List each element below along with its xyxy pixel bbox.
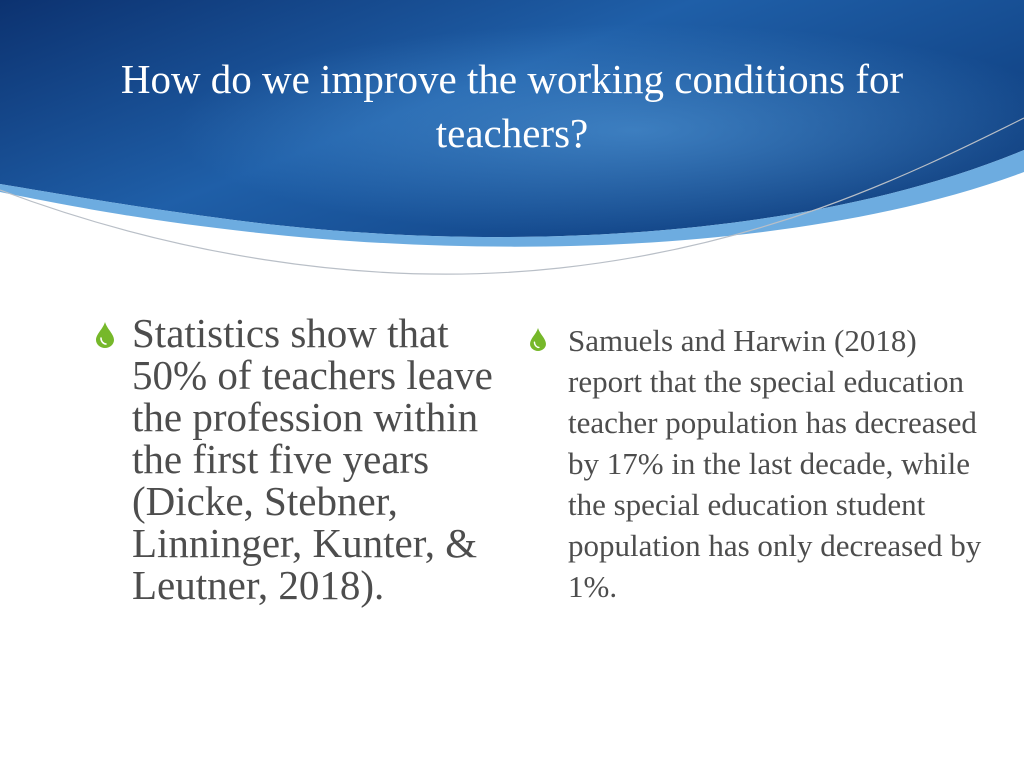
- bullet-text: Samuels and Harwin (2018) report that the special education teacher population has decreased by 17% in the last decade, while the special education student population has only decreased by 1%.: [568, 323, 982, 604]
- bullet-item: [96, 312, 516, 606]
- leaf-drop-icon: [530, 328, 546, 351]
- left-bullet-list: [96, 312, 516, 606]
- leaf-drop-icon: [96, 322, 114, 348]
- right-bullet-list: [530, 320, 990, 607]
- bullet-item: [530, 320, 990, 607]
- slide-title: How do we improve the working conditions for teachers?: [120, 56, 904, 156]
- bullet-text: Statistics show that 50% of teachers leave the profession within the first five years (Dicke, Stebner, Linninger, Kunter, & Leutner, 2018).: [132, 310, 493, 608]
